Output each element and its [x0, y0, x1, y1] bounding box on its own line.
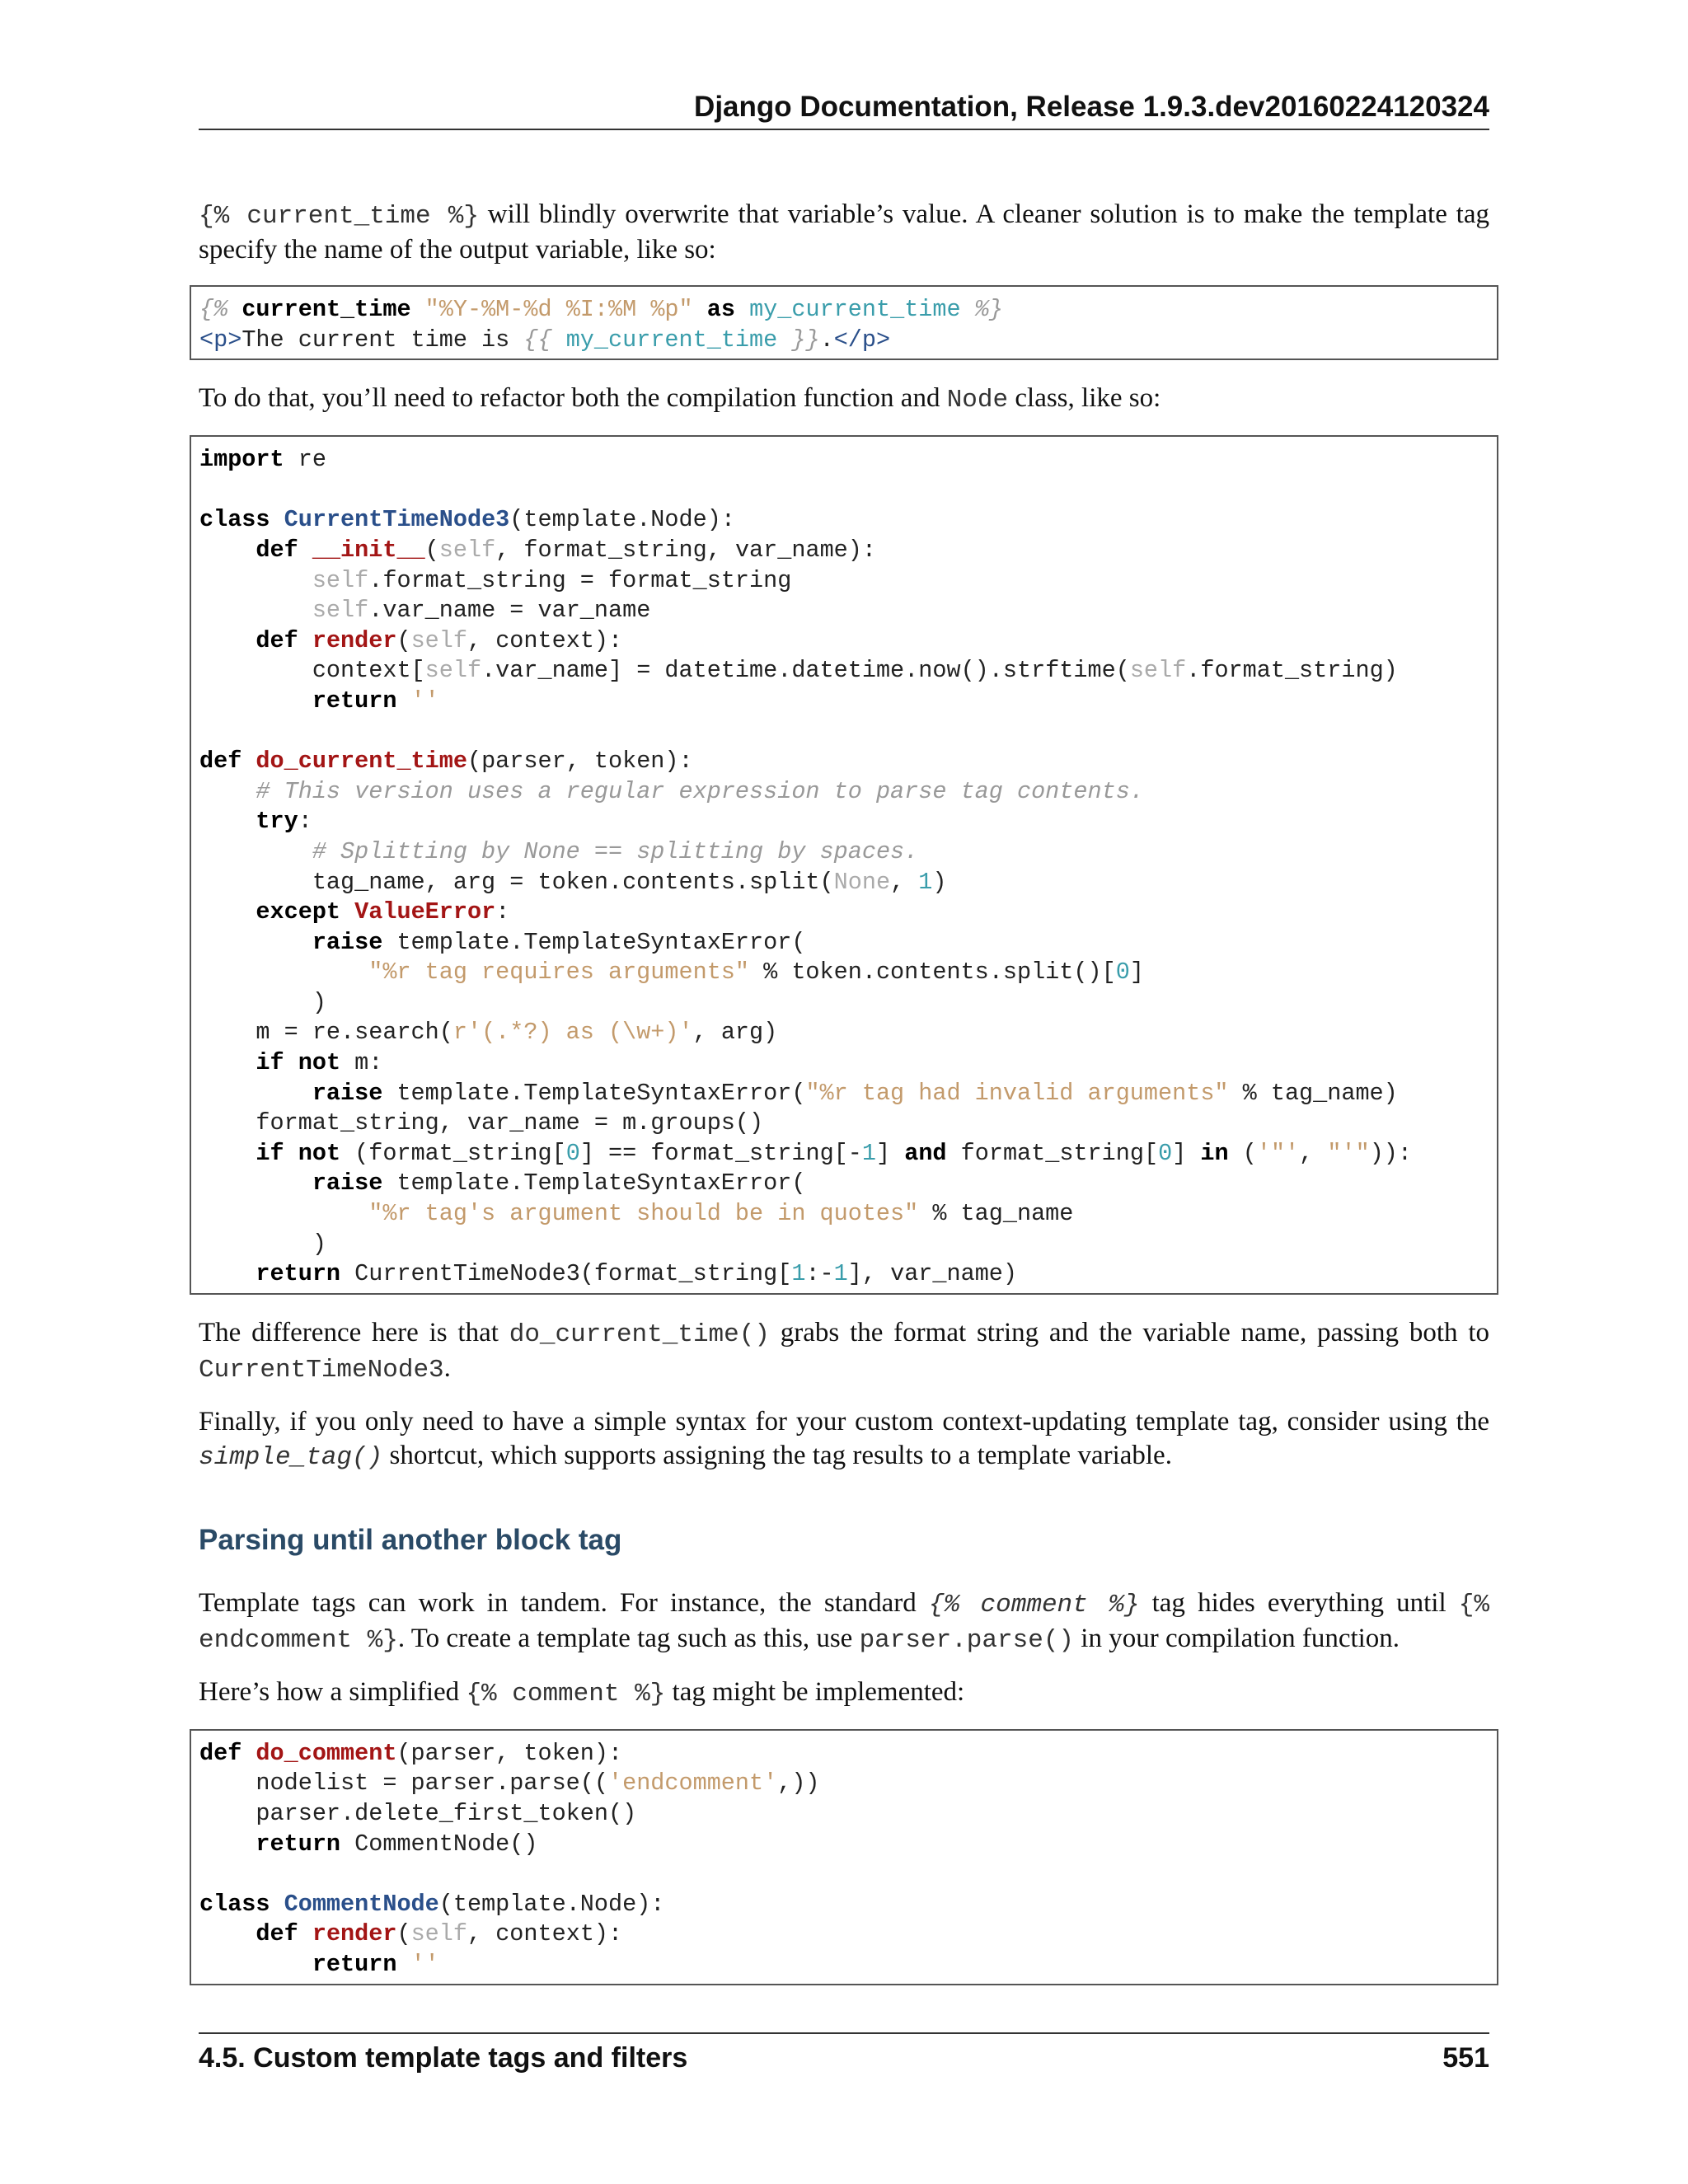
code-line: <p>The current time is {{ my_current_time }}.</p>: [199, 326, 891, 354]
page-footer: [199, 2032, 1489, 2074]
paragraph-text: Here’s how a simplified: [199, 1676, 467, 1707]
code-line: "%r tag's argument should be in quotes" % tag_name: [368, 1200, 1074, 1228]
section-heading: Parsing until another block tag: [199, 1523, 622, 1556]
inline-code: CurrentTimeNode3: [199, 1355, 444, 1385]
code-line: raise template.TemplateSyntaxError(: [312, 1169, 806, 1197]
code-line: ): [199, 1230, 326, 1258]
paragraph-text: Finally, if you only need to have a simple syntax for your custom context-updating template tag, consider using the: [199, 1406, 1489, 1436]
simple-tag-link[interactable]: simple_tag(): [199, 1442, 383, 1472]
paragraph-tandem: [199, 1586, 1489, 1657]
code-line: context[self.var_name] = datetime.datetime.now().strftime(self.format_string): [199, 657, 1398, 685]
code-line: ): [199, 988, 326, 1016]
inline-code: Node: [946, 386, 1009, 415]
code-line: if not m:: [256, 1049, 383, 1077]
running-header: Django Documentation, Release 1.9.3.dev20160224120324: [199, 91, 1489, 130]
code-line: return '': [312, 1950, 439, 1978]
code-line: nodelist = parser.parse(('endcomment',)): [199, 1769, 820, 1797]
code-line: # This version uses a regular expression to parse tag contents.: [256, 777, 1144, 805]
page-content: [199, 198, 1489, 2007]
code-line: raise template.TemplateSyntaxError("%r tag had invalid arguments" % tag_name): [312, 1079, 1398, 1107]
paragraph-intro: [199, 198, 1489, 267]
code-line: "%r tag requires arguments" % token.contents.split()[0]: [368, 958, 1144, 987]
paragraph-finally: [199, 1405, 1489, 1474]
paragraph-text: The difference here is that: [199, 1317, 509, 1347]
code-line: format_string, var_name = m.groups(): [199, 1109, 764, 1137]
code-line: class CommentNode(template.Node):: [199, 1890, 665, 1918]
paragraph-text: class, like so:: [1008, 383, 1161, 414]
paragraph-text: . To create a template tag such as this, use: [397, 1623, 860, 1653]
inline-code: parser.parse(): [859, 1625, 1075, 1655]
paragraph-text: tag hides everything until: [1139, 1587, 1459, 1618]
code-line: {% current_time "%Y-%M-%d %I:%M %p" as my_current_time %}: [199, 296, 1003, 323]
code-line: def render(self, context):: [256, 626, 623, 654]
paragraph-text: will blindly overwrite that variable’s value. A cleaner solution is to make the template tag specify the name of the output variable, like so:: [199, 199, 1489, 265]
code-line: def __init__(self, format_string, var_name):: [256, 536, 876, 564]
code-line: # Splitting by None == splitting by spaces.: [312, 837, 919, 865]
paragraph-text: To do that, you’ll need to refactor both the compilation function and: [199, 383, 947, 414]
code-line: if not (format_string[0] == format_string[-1] and format_string[0] in ('"', "'")):: [256, 1139, 1412, 1167]
code-line: return '': [312, 687, 439, 715]
code-line: def do_current_time(parser, token):: [199, 748, 693, 776]
code-block-python-comment: [190, 1729, 1498, 1985]
paragraph-text: Template tags can work in tandem. For instance, the standard: [199, 1587, 929, 1618]
comment-tag-link[interactable]: {% comment %}: [928, 1590, 1140, 1619]
inline-code: {% current_time %}: [199, 202, 479, 231]
paragraph-text: in your compilation function.: [1074, 1623, 1400, 1653]
code-line: def render(self, context):: [256, 1920, 623, 1948]
paragraph-refactor: [199, 382, 1489, 417]
inline-code: {% comment %}: [466, 1679, 666, 1708]
code-block-python-current-time: [190, 435, 1498, 1295]
code-line: class CurrentTimeNode3(template.Node):: [199, 506, 735, 534]
code-line: except ValueError:: [256, 898, 510, 926]
paragraph-difference: [199, 1316, 1489, 1387]
code-line: try:: [256, 808, 312, 836]
paragraph-text: grabs the format string and the variable name, passing both to: [769, 1317, 1489, 1347]
code-line: self.var_name = var_name: [312, 597, 651, 625]
code-line: self.format_string = format_string: [312, 566, 792, 594]
code-line: return CommentNode(): [256, 1830, 538, 1858]
code-line: tag_name, arg = token.contents.split(None, 1): [199, 868, 947, 896]
paragraph-simplified: [199, 1675, 1489, 1711]
footer-section-title: 4.5. Custom template tags and filters: [199, 2042, 688, 2074]
code-line: def do_comment(parser, token):: [199, 1739, 623, 1767]
inline-code: {% endcomment %}: [199, 1590, 1489, 1655]
paragraph-text: tag might be implemented:: [665, 1676, 965, 1707]
code-line: parser.delete_first_token(): [199, 1800, 637, 1827]
inline-code: do_current_time(): [509, 1319, 770, 1349]
code-line: raise template.TemplateSyntaxError(: [312, 928, 806, 956]
paragraph-text: .: [443, 1352, 451, 1383]
code-line: import re: [199, 446, 326, 474]
code-block-template: [190, 285, 1498, 360]
page-number: 551: [1442, 2042, 1489, 2074]
code-line: m = re.search(r'(.*?) as (\w+)', arg): [199, 1019, 778, 1047]
paragraph-text: shortcut, which supports assigning the tag results to a template variable.: [382, 1440, 1172, 1470]
code-line: return CurrentTimeNode3(format_string[1:-1], var_name): [256, 1260, 1018, 1288]
